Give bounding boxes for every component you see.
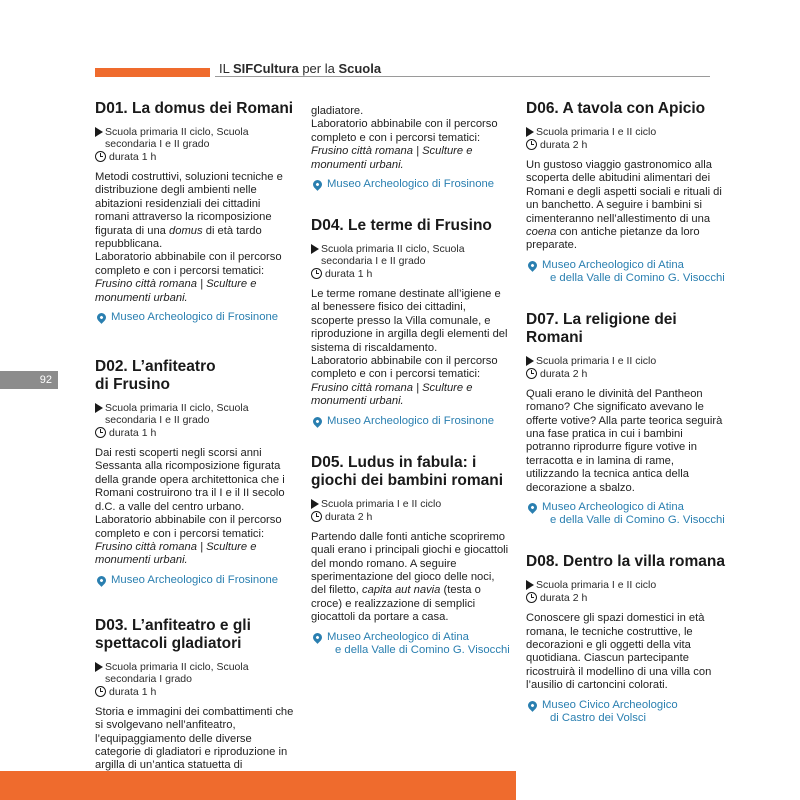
column-2 [311,105,511,679]
lab-themes: Frusino città romana | Sculture e monumenti urbani. [95,540,257,567]
lab-note: Laboratorio abbinabile con il percorso completo e con i percorsi tematici: [311,118,498,144]
clock-icon [526,592,537,603]
description: Partendo dalle fonti antiche scopriremo quali erano i principali giochi e giocattoli del mondo romano. A seguire sperimentazione del gioco delle noci, del filetto, capita aut navia (testa o croce) e realizzazione di semplici giocattoli da portare a casa. [311,530,509,624]
description: Quali erano le divinità del Pantheon romano? Che significato avevano le offerte votive? Alla parte teorica seguirà una fase pratica in cui i bambini potranno riprodurre figure votive in terracotta e in lamina di rame, utilizzando la tecnica antica della decorazione a sbalzo. [526,387,723,494]
page-number: 92 [0,371,58,389]
activity-title: D03. L’anfiteatro e gli spettacoli gladiatori [95,616,251,652]
clock-icon [311,511,322,522]
location-pin-icon [526,699,539,712]
clock-icon [95,686,106,697]
clock-icon [95,427,106,438]
activity-title: D01. La domus dei Romani [95,100,294,117]
duration: durata 2 h [325,510,373,523]
duration: durata 1 h [109,427,157,440]
audience: Scuola primaria II ciclo, Scuola secondaria I e II grado [105,402,249,427]
audience: Scuola primaria II ciclo, Scuola secondaria I grado [105,660,249,685]
audience: Scuola primaria II ciclo, Scuola secondaria I e II grado [105,126,249,150]
location-pin-icon [311,178,324,191]
description: Storia e immagini dei combattimenti che si svolgevano nell’anfiteatro, l’equipaggiamento delle diverse categorie di gladiatori e riproduzione in argilla di un’antica statuetta di [95,705,294,772]
description: Un gustoso viaggio gastronomico alla scoperta delle abitudini alimentari dei Romani e degli aspetti sociali e rituali di un banchetto. A seguire i bambini si cimenteranno nell’allestimento di una coena con antiche pietanze da loro preparate. [526,159,722,252]
location-pin-icon [526,501,539,514]
activity-d04 [311,217,511,428]
description: Metodi costruttivi, soluzioni tecniche e distribuzione degli ambienti nelle abitazioni residenziali dei cittadini romani attraverso la ricomposizione figurata di una domus di età tardo repubblicana. Laboratorio abbinabile con il percorso completo e con i percorsi tematici: Frusino città romana | Sculture e monumenti urbani. [95,171,283,304]
museum-location: Museo Archeologico di Frosinone [95,311,295,324]
audience: Scuola primaria II ciclo, Scuola secondaria I e II grado [321,243,465,268]
clock-icon [311,268,322,279]
header-rule [215,76,710,77]
lab-note: Laboratorio abbinabile con il percorso completo e con i percorsi tematici: [311,355,498,381]
duration: durata 2 h [540,367,588,380]
audience: Scuola primaria I e II ciclo [536,126,657,138]
header-title: IL SIFCultura per la Scuola [219,61,382,76]
clock-icon [95,151,106,162]
activity-title: D07. La religione dei Romani [526,310,677,346]
location-pin-icon [311,415,324,428]
location-pin-icon [95,311,108,324]
lab-themes: Frusino città romana | Sculture e monumenti urbani. [95,278,257,304]
lab-note: Laboratorio abbinabile con il percorso completo e con i percorsi tematici: [95,251,282,277]
clock-icon [526,139,537,150]
play-icon [526,580,534,590]
description: Conoscere gli spazi domestici in età romana, le tecniche costruttive, le decorazioni e gli oggetti della vita quotidiana. Ciascun partecipante ricostruirà il modellino di una villa con l’ausilio di cartoncini colorati. [526,612,712,692]
museum-location: Museo Archeologico di Atina e della Valle di Comino G. Visocchi [311,631,511,657]
column-1 [95,100,295,795]
duration: durata 1 h [109,685,157,698]
activity-title: D04. Le terme di Frusino [311,217,492,235]
museum-location: Museo Civico Archeologico di Castro dei Volsci [526,699,726,725]
activity-d02 [95,358,295,587]
museum-location: Museo Archeologico di Atina e della Valle di Comino G. Visocchi [526,501,726,527]
duration: durata 2 h [540,139,588,151]
location-pin-icon [311,631,324,644]
play-icon [311,244,319,254]
activity-d08 [526,553,726,724]
audience: Scuola primaria I e II ciclo [321,497,442,510]
activity-d03-continued [311,105,511,191]
play-icon [95,662,103,672]
museum-location: Museo Archeologico di Frosinone [95,574,295,587]
lab-note: Laboratorio abbinabile con il percorso completo e con i percorsi tematici: [95,514,282,540]
audience: Scuola primaria I e II ciclo [536,354,657,367]
activity-title: D06. A tavola con Apicio [526,100,706,117]
play-icon [95,127,103,137]
activity-d05 [311,454,511,657]
museum-location: Museo Archeologico di Frosinone [311,178,511,191]
activity-d07 [526,311,726,527]
location-pin-icon [95,574,108,587]
activity-d03 [95,617,295,773]
duration: durata 1 h [325,268,373,281]
header-accent-bar [95,68,210,77]
play-icon [95,403,103,413]
location-pin-icon [526,259,539,272]
description: gladiatore. Laboratorio abbinabile con il percorso completo e con i percorsi tematici: Frusino città romana | Sculture e monumenti urbani. [311,105,498,171]
activity-title: D02. L’anfiteatro di Frusino [95,358,216,394]
activity-d06 [526,100,726,285]
activity-title: D08. Dentro la villa romana [526,553,725,571]
museum-location: Museo Archeologico di Frosinone [311,415,511,428]
play-icon [526,356,534,366]
activity-title: D05. Ludus in fabula: i giochi dei bambini romani [311,453,504,489]
description: Dai resti scoperti negli scorsi anni Sessanta alla ricomposizione figurata della grande opera architettonica che i Romani costruirono tra il I e il II secolo d.C. a valle del centro urbano. Laboratorio abbinabile con il percorso completo e con i percorsi tematici: Frusino città romana | Sculture e monumenti urbani. [95,447,285,567]
duration: durata 1 h [109,151,157,163]
play-icon [526,127,534,137]
column-3 [526,100,726,747]
clock-icon [526,368,537,379]
audience: Scuola primaria I e II ciclo [536,579,657,592]
lab-themes: Frusino città romana | Sculture e monumenti urbani. [311,381,473,408]
lab-themes: Frusino città romana | Sculture e monumenti urbani. [311,145,473,171]
description: Le terme romane destinate all’igiene e al benessere fisico dei cittadini, scoperte presso la Villa comunale, e riproduzione in argilla degli elementi del sistema di riscaldamento. Laboratorio abbinabile con il percorso completo e con i percorsi tematici: Frusino città romana | Sculture e monumenti urbani. [311,288,508,408]
museum-location: Museo Archeologico di Atina e della Valle di Comino G. Visocchi [526,259,726,285]
play-icon [311,499,319,509]
activity-d01 [95,100,295,324]
duration: durata 2 h [540,592,588,605]
